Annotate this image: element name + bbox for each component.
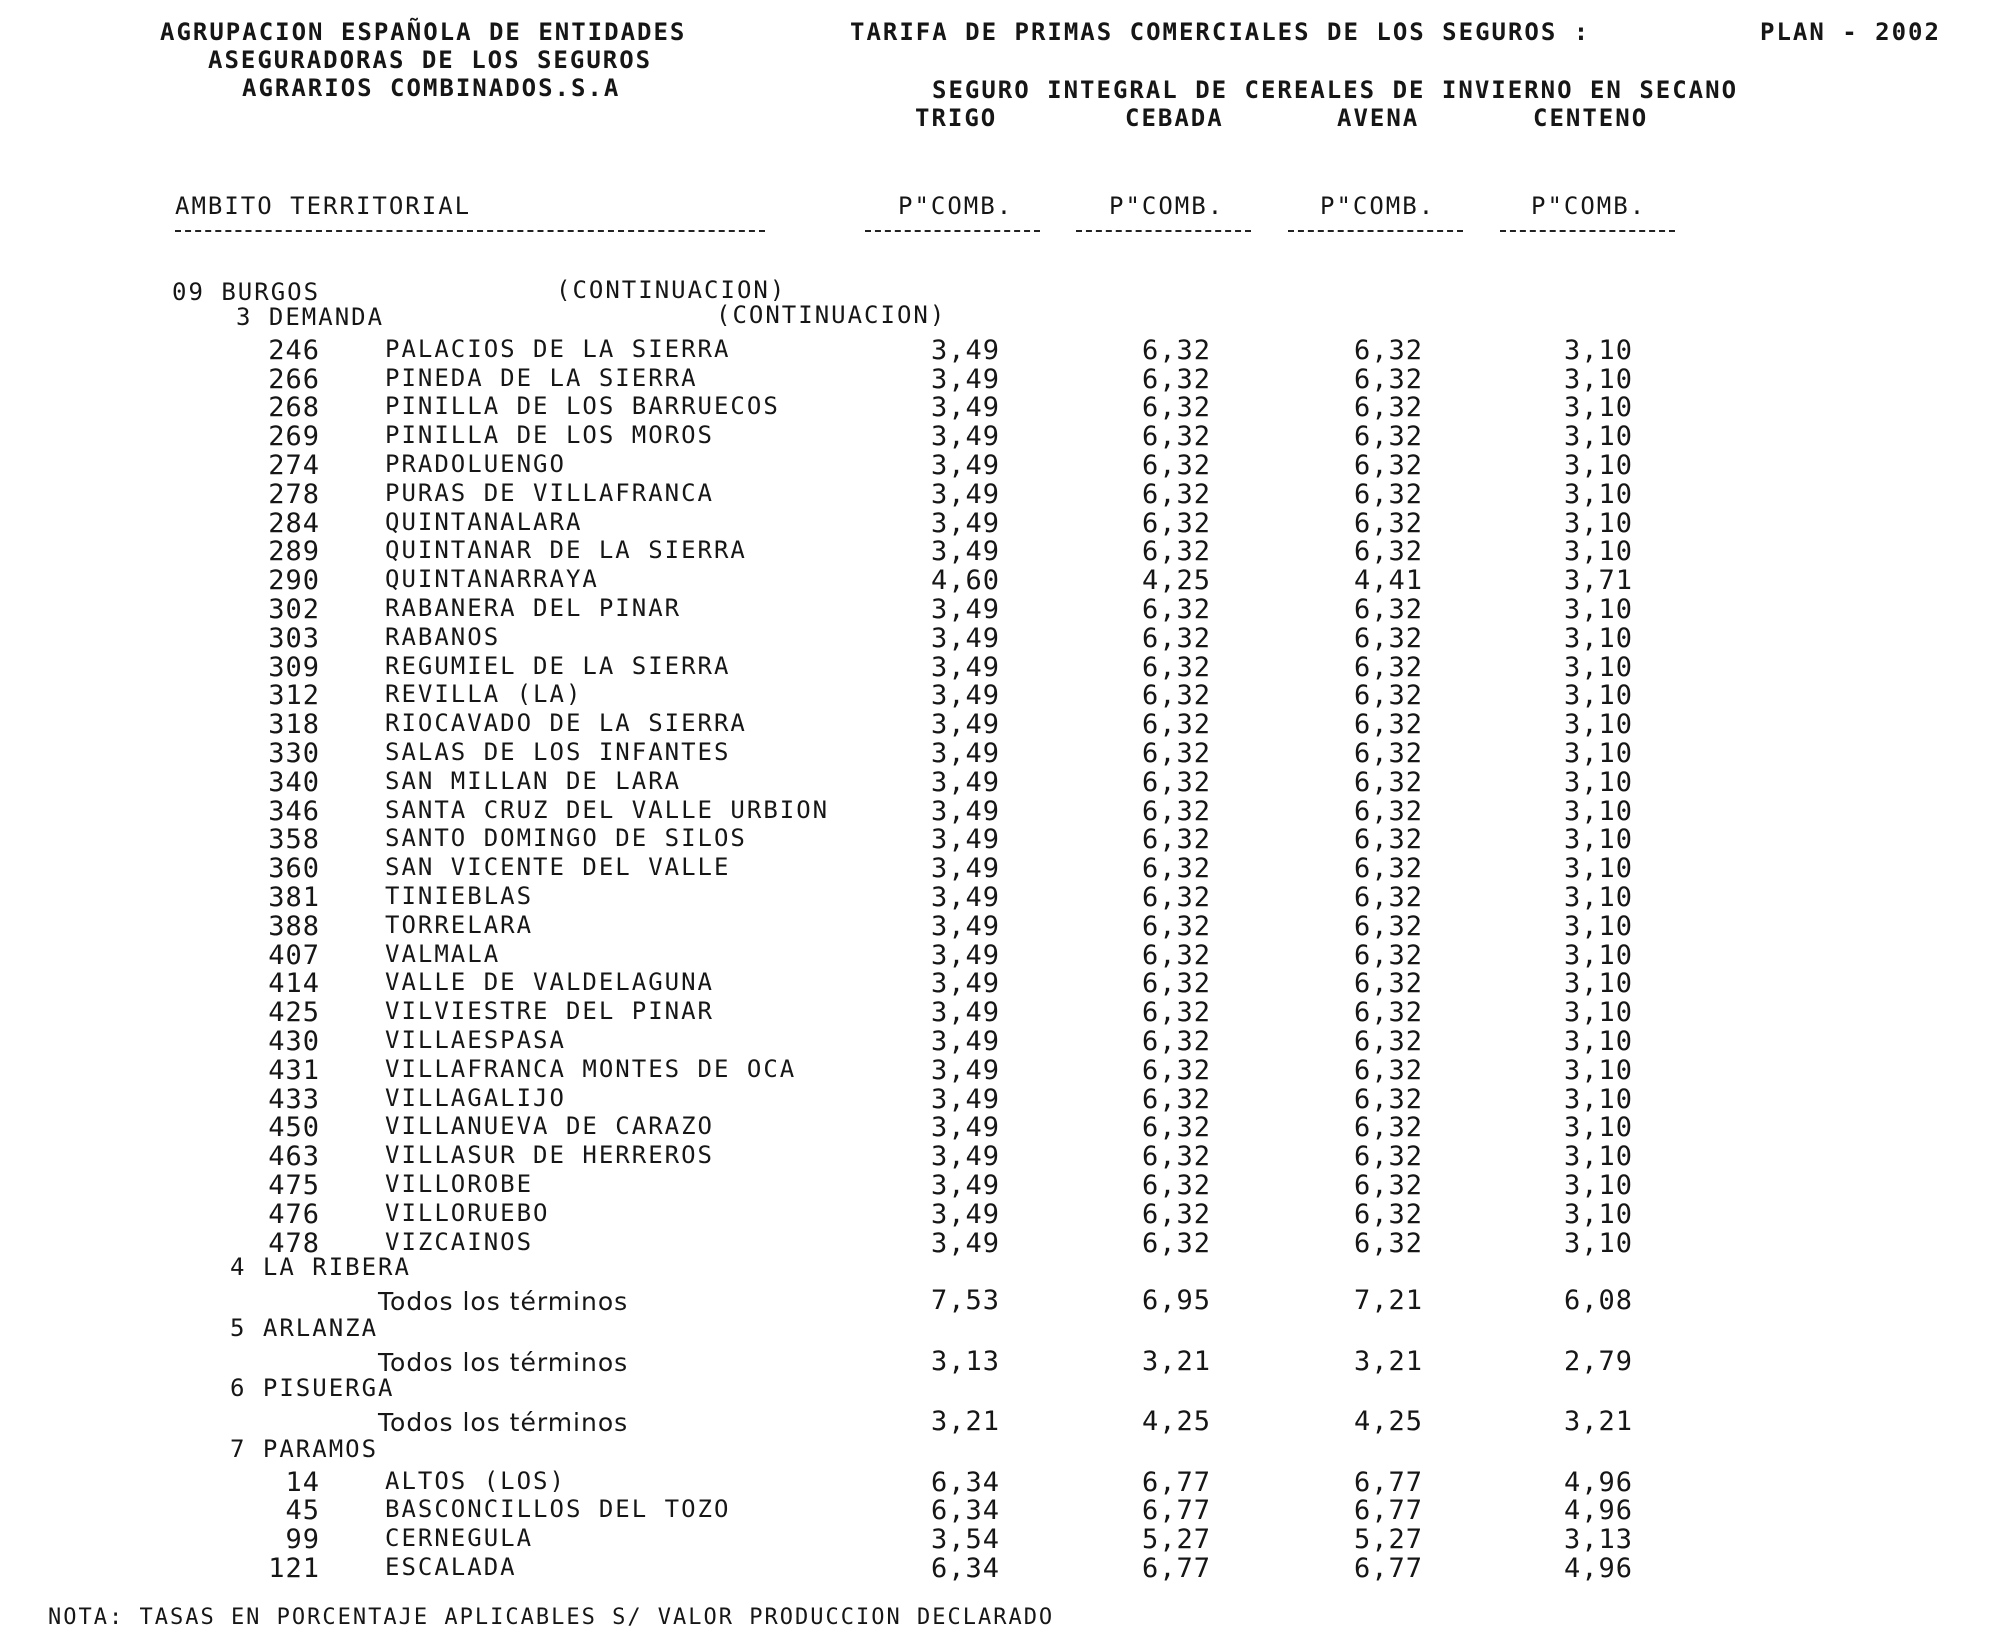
premium-value-cebada: 6,32 xyxy=(1141,1170,1211,1201)
premium-value-trigo: 3,49 xyxy=(930,824,1000,856)
insurance-title: SEGURO INTEGRAL DE CEREALES DE INVIERNO EN SECANO xyxy=(932,76,1739,104)
municipality-name: VILLANUEVA DE CARAZO xyxy=(385,1112,714,1141)
municipality-code: 330 xyxy=(268,738,320,769)
premium-value-cebada: 6,77 xyxy=(1141,1553,1211,1585)
premium-value-avena: 6,32 xyxy=(1353,968,1423,1000)
table-row xyxy=(0,709,2000,741)
premium-value-centeno: 3,10 xyxy=(1563,910,1633,942)
table-row xyxy=(0,853,2000,885)
premium-value-centeno: 3,10 xyxy=(1563,1026,1633,1057)
divider xyxy=(1500,230,1675,232)
premium-value-trigo: 3,49 xyxy=(930,421,1000,453)
premium-value-trigo: 3,49 xyxy=(930,1054,1000,1086)
premium-value-centeno: 3,10 xyxy=(1563,709,1633,741)
municipality-name: REVILLA (LA) xyxy=(385,680,583,709)
municipality-code: 430 xyxy=(268,1026,320,1057)
premium-value-cebada: 6,32 xyxy=(1141,392,1211,424)
ambito-territorial-header: AMBITO TERRITORIAL xyxy=(175,192,472,220)
municipality-name: CERNEGULA xyxy=(385,1524,534,1553)
crop-avena: AVENA xyxy=(1337,104,1420,132)
premium-value-trigo: 3,49 xyxy=(930,795,1000,827)
municipality-code: 433 xyxy=(268,1083,320,1115)
premium-value-avena: 6,32 xyxy=(1353,795,1423,827)
premium-value-avena: 6,77 xyxy=(1353,1466,1423,1498)
premium-value-avena: 6,32 xyxy=(1353,910,1423,942)
municipality-name: VILLAGALIJO xyxy=(385,1083,566,1112)
municipality-code: 478 xyxy=(268,1227,320,1259)
table-row xyxy=(0,1054,2000,1086)
premium-value-avena: 6,32 xyxy=(1353,997,1423,1029)
tariff-title: TARIFA DE PRIMAS COMERCIALES DE LOS SEGUROS : xyxy=(850,18,1591,46)
premium-value-cebada: 6,32 xyxy=(1141,421,1211,453)
premium-value-cebada: 6,32 xyxy=(1141,939,1211,971)
premium-value-cebada: 6,32 xyxy=(1141,450,1211,481)
premium-value-avena: 6,32 xyxy=(1353,680,1423,712)
premium-value-trigo: 3,49 xyxy=(930,334,1000,366)
premium-value-cebada: 6,32 xyxy=(1141,651,1211,683)
premium-value-trigo: 3,49 xyxy=(930,968,1000,1000)
municipality-code: 290 xyxy=(268,565,320,597)
municipality-name: SALAS DE LOS INFANTES xyxy=(385,738,731,766)
table-row xyxy=(0,795,2000,827)
premium-value-trigo: 6,34 xyxy=(930,1495,1000,1527)
premium-value-cebada: 4,25 xyxy=(1141,565,1211,597)
premium-value-trigo: 3,49 xyxy=(930,680,1000,712)
premium-value-centeno: 3,10 xyxy=(1563,882,1633,913)
premium-value-trigo: 6,34 xyxy=(930,1553,1000,1585)
premium-value-trigo: 3,49 xyxy=(930,594,1000,625)
all-terms-label: Todos los términos xyxy=(378,1287,629,1317)
municipality-name: VIZCAINOS xyxy=(385,1227,534,1256)
premium-value-centeno: 3,10 xyxy=(1563,507,1633,539)
premium-value-trigo: 3,49 xyxy=(930,766,1000,798)
premium-value-avena: 6,32 xyxy=(1353,594,1423,625)
province-continuation: (CONTINUACION) xyxy=(556,276,787,304)
org-name-line3: AGRARIOS COMBINADOS.S.A xyxy=(242,74,621,102)
municipality-name: VALMALA xyxy=(385,939,501,968)
premium-value-avena: 6,32 xyxy=(1353,1026,1423,1057)
table-row xyxy=(0,680,2000,712)
municipality-name: TORRELARA xyxy=(385,910,534,939)
premium-value-avena: 6,32 xyxy=(1353,363,1423,395)
premium-value-avena: 6,32 xyxy=(1353,478,1423,510)
premium-value-cebada: 6,32 xyxy=(1141,766,1211,798)
table-row xyxy=(0,651,2000,683)
premium-value-avena: 6,32 xyxy=(1353,1083,1423,1115)
table-row xyxy=(0,766,2000,798)
table-row xyxy=(0,594,2000,625)
municipality-code: 476 xyxy=(268,1198,320,1230)
premium-value-centeno: 3,10 xyxy=(1563,594,1633,625)
premium-value-cebada: 5,27 xyxy=(1141,1524,1211,1556)
premium-value-trigo: 3,49 xyxy=(930,507,1000,539)
premium-value-avena: 6,32 xyxy=(1353,421,1423,453)
premium-value-trigo: 3,13 xyxy=(930,1345,1000,1377)
municipality-code: 318 xyxy=(268,709,320,741)
municipality-code: 431 xyxy=(268,1054,320,1086)
premium-value-centeno: 3,10 xyxy=(1563,392,1633,424)
premium-value-cebada: 6,32 xyxy=(1141,910,1211,942)
premium-value-trigo: 7,53 xyxy=(930,1285,1000,1317)
premium-value-avena: 6,32 xyxy=(1353,450,1423,481)
divider xyxy=(1076,230,1251,232)
table-row xyxy=(0,1083,2000,1115)
premium-value-avena: 6,32 xyxy=(1353,709,1423,741)
municipality-code: 450 xyxy=(268,1112,320,1144)
municipality-code: 14 xyxy=(285,1466,320,1498)
municipality-name: SANTA CRUZ DEL VALLE URBION xyxy=(385,795,830,824)
premium-value-trigo: 3,49 xyxy=(930,910,1000,942)
municipality-code: 381 xyxy=(268,882,320,913)
premium-value-centeno: 3,10 xyxy=(1563,939,1633,971)
municipality-code: 269 xyxy=(268,421,320,453)
premium-value-centeno: 3,21 xyxy=(1563,1406,1633,1438)
municipality-code: 284 xyxy=(268,507,320,539)
premium-value-cebada: 6,77 xyxy=(1141,1495,1211,1527)
premium-value-avena: 4,41 xyxy=(1353,565,1423,597)
divider xyxy=(175,230,765,232)
table-row xyxy=(0,1524,2000,1556)
premium-value-cebada: 6,32 xyxy=(1141,997,1211,1029)
table-row xyxy=(0,1495,2000,1527)
all-terms-row xyxy=(0,1406,2000,1438)
municipality-code: 414 xyxy=(268,968,320,1000)
premium-value-centeno: 3,10 xyxy=(1563,968,1633,1000)
premium-value-cebada: 6,32 xyxy=(1141,334,1211,366)
premium-value-trigo: 3,49 xyxy=(930,651,1000,683)
crop-cebada: CEBADA xyxy=(1125,104,1224,132)
premium-value-cebada: 6,32 xyxy=(1141,709,1211,741)
municipality-code: 340 xyxy=(268,766,320,798)
premium-value-trigo: 3,49 xyxy=(930,450,1000,481)
municipality-code: 309 xyxy=(268,651,320,683)
divider xyxy=(865,230,1040,232)
table-row xyxy=(0,1227,2000,1259)
premium-value-centeno: 3,10 xyxy=(1563,824,1633,856)
municipality-name: PURAS DE VILLAFRANCA xyxy=(385,478,714,507)
table-row xyxy=(0,1026,2000,1057)
all-terms-row xyxy=(0,1345,2000,1377)
premium-value-trigo: 3,49 xyxy=(930,1026,1000,1057)
premium-value-cebada: 6,32 xyxy=(1141,622,1211,654)
premium-value-trigo: 3,49 xyxy=(930,1112,1000,1144)
premium-value-cebada: 6,32 xyxy=(1141,507,1211,539)
premium-value-centeno: 3,10 xyxy=(1563,363,1633,395)
table-row xyxy=(0,1141,2000,1173)
table-row xyxy=(0,450,2000,481)
premium-value-avena: 6,32 xyxy=(1353,1170,1423,1201)
premium-value-cebada: 6,32 xyxy=(1141,478,1211,510)
municipality-name: SAN VICENTE DEL VALLE xyxy=(385,853,731,882)
premium-value-centeno: 4,96 xyxy=(1563,1495,1633,1527)
divider xyxy=(1288,230,1463,232)
section-label: 3 DEMANDA xyxy=(236,303,385,331)
premium-value-trigo: 3,49 xyxy=(930,939,1000,971)
municipality-name: VILLASUR DE HERREROS xyxy=(385,1141,714,1170)
premium-value-centeno: 3,10 xyxy=(1563,536,1633,568)
premium-value-cebada: 6,32 xyxy=(1141,1054,1211,1086)
municipality-code: 289 xyxy=(268,536,320,568)
table-row xyxy=(0,738,2000,769)
premium-value-cebada: 6,32 xyxy=(1141,1026,1211,1057)
table-row xyxy=(0,478,2000,510)
premium-value-trigo: 3,49 xyxy=(930,738,1000,769)
premium-value-trigo: 3,49 xyxy=(930,853,1000,885)
table-row xyxy=(0,1112,2000,1144)
crop-centeno: CENTENO xyxy=(1533,104,1649,132)
premium-value-cebada: 6,32 xyxy=(1141,680,1211,712)
premium-value-avena: 6,32 xyxy=(1353,1054,1423,1086)
municipality-name: VILLORUEBO xyxy=(385,1198,550,1227)
premium-value-trigo: 3,49 xyxy=(930,997,1000,1029)
premium-value-centeno: 3,10 xyxy=(1563,795,1633,827)
premium-value-cebada: 6,32 xyxy=(1141,363,1211,395)
premium-value-avena: 6,32 xyxy=(1353,1112,1423,1144)
municipality-code: 266 xyxy=(268,363,320,395)
premium-value-cebada: 6,32 xyxy=(1141,968,1211,1000)
all-terms-label: Todos los términos xyxy=(378,1408,629,1438)
municipality-name: VALLE DE VALDELAGUNA xyxy=(385,968,714,997)
section-continuation: (CONTINUACION) xyxy=(716,301,947,329)
premium-value-centeno: 3,10 xyxy=(1563,1170,1633,1201)
premium-value-centeno: 3,10 xyxy=(1563,421,1633,453)
premium-value-avena: 6,32 xyxy=(1353,766,1423,798)
table-row xyxy=(0,1466,2000,1498)
premium-value-trigo: 3,49 xyxy=(930,392,1000,424)
table-row xyxy=(0,392,2000,424)
municipality-code: 268 xyxy=(268,392,320,424)
premium-value-avena: 6,32 xyxy=(1353,853,1423,885)
municipality-code: 312 xyxy=(268,680,320,712)
municipality-name: PINEDA DE LA SIERRA xyxy=(385,363,698,392)
premium-value-avena: 5,27 xyxy=(1353,1524,1423,1556)
premium-value-centeno: 3,10 xyxy=(1563,766,1633,798)
premium-value-trigo: 3,49 xyxy=(930,478,1000,510)
table-row xyxy=(0,824,2000,856)
municipality-code: 274 xyxy=(268,450,320,481)
municipality-name: QUINTANARRAYA xyxy=(385,565,599,594)
premium-value-trigo: 3,49 xyxy=(930,1198,1000,1230)
premium-value-centeno: 3,71 xyxy=(1563,565,1633,597)
premium-value-avena: 6,32 xyxy=(1353,334,1423,366)
premium-value-avena: 6,32 xyxy=(1353,1141,1423,1173)
pcomb-header-centeno: P"COMB. xyxy=(1531,192,1647,220)
municipality-name: VILVIESTRE DEL PINAR xyxy=(385,997,714,1026)
premium-value-avena: 3,21 xyxy=(1353,1345,1423,1377)
premium-value-centeno: 4,96 xyxy=(1563,1466,1633,1498)
premium-value-avena: 6,32 xyxy=(1353,824,1423,856)
municipality-code: 346 xyxy=(268,795,320,827)
municipality-name: PINILLA DE LOS BARRUECOS xyxy=(385,392,780,421)
premium-value-cebada: 6,32 xyxy=(1141,1198,1211,1230)
org-name-line1: AGRUPACION ESPAÑOLA DE ENTIDADES xyxy=(160,18,687,46)
all-terms-row xyxy=(0,1285,2000,1317)
section-label: 6 PISUERGA xyxy=(230,1374,395,1403)
premium-value-cebada: 6,77 xyxy=(1141,1466,1211,1498)
pcomb-header-trigo: P"COMB. xyxy=(898,192,1014,220)
municipality-name: VILLOROBE xyxy=(385,1170,534,1198)
municipality-name: QUINTANALARA xyxy=(385,507,583,536)
premium-value-avena: 6,32 xyxy=(1353,622,1423,654)
premium-value-centeno: 3,10 xyxy=(1563,622,1633,654)
table-row xyxy=(0,997,2000,1029)
table-row xyxy=(0,507,2000,539)
premium-value-centeno: 3,10 xyxy=(1563,680,1633,712)
premium-value-centeno: 2,79 xyxy=(1563,1345,1633,1377)
premium-value-trigo: 4,60 xyxy=(930,565,1000,597)
municipality-name: TINIEBLAS xyxy=(385,882,534,910)
premium-value-avena: 6,32 xyxy=(1353,738,1423,769)
premium-value-trigo: 3,49 xyxy=(930,882,1000,913)
premium-value-centeno: 3,10 xyxy=(1563,1054,1633,1086)
premium-value-avena: 4,25 xyxy=(1353,1406,1423,1438)
premium-value-avena: 6,77 xyxy=(1353,1495,1423,1527)
premium-value-cebada: 6,95 xyxy=(1141,1285,1211,1317)
premium-value-centeno: 3,10 xyxy=(1563,334,1633,366)
municipality-name: BASCONCILLOS DEL TOZO xyxy=(385,1495,731,1524)
premium-value-trigo: 3,49 xyxy=(930,1170,1000,1201)
municipality-name: RIOCAVADO DE LA SIERRA xyxy=(385,709,747,738)
premium-value-centeno: 6,08 xyxy=(1563,1285,1633,1317)
municipality-name: QUINTANAR DE LA SIERRA xyxy=(385,536,747,565)
municipality-name: VILLAFRANCA MONTES DE OCA xyxy=(385,1054,797,1083)
premium-value-cebada: 4,25 xyxy=(1141,1406,1211,1438)
premium-value-trigo: 3,49 xyxy=(930,536,1000,568)
premium-value-avena: 6,32 xyxy=(1353,939,1423,971)
premium-value-centeno: 3,10 xyxy=(1563,651,1633,683)
premium-value-cebada: 6,32 xyxy=(1141,536,1211,568)
municipality-name: REGUMIEL DE LA SIERRA xyxy=(385,651,731,680)
municipality-code: 302 xyxy=(268,594,320,625)
premium-value-centeno: 3,10 xyxy=(1563,738,1633,769)
table-row xyxy=(0,363,2000,395)
municipality-code: 121 xyxy=(268,1553,320,1585)
premium-value-avena: 6,32 xyxy=(1353,651,1423,683)
premium-value-trigo: 3,49 xyxy=(930,1227,1000,1259)
municipality-code: 407 xyxy=(268,939,320,971)
premium-value-cebada: 6,32 xyxy=(1141,795,1211,827)
premium-value-centeno: 3,10 xyxy=(1563,450,1633,481)
table-row xyxy=(0,421,2000,453)
table-row xyxy=(0,882,2000,913)
premium-value-trigo: 3,54 xyxy=(930,1524,1000,1556)
municipality-code: 303 xyxy=(268,622,320,654)
premium-value-avena: 6,32 xyxy=(1353,536,1423,568)
table-row xyxy=(0,622,2000,654)
municipality-name: SAN MILLAN DE LARA xyxy=(385,766,682,795)
premium-value-trigo: 3,49 xyxy=(930,709,1000,741)
municipality-code: 360 xyxy=(268,853,320,885)
municipality-code: 425 xyxy=(268,997,320,1029)
premium-value-cebada: 6,32 xyxy=(1141,853,1211,885)
premium-value-trigo: 3,49 xyxy=(930,1083,1000,1115)
premium-value-cebada: 3,21 xyxy=(1141,1345,1211,1377)
premium-value-cebada: 6,32 xyxy=(1141,738,1211,769)
premium-value-avena: 6,32 xyxy=(1353,507,1423,539)
table-row xyxy=(0,968,2000,1000)
municipality-name: PRADOLUENGO xyxy=(385,450,566,478)
pcomb-header-avena: P"COMB. xyxy=(1320,192,1436,220)
municipality-code: 99 xyxy=(285,1524,320,1556)
table-row xyxy=(0,1198,2000,1230)
municipality-code: 278 xyxy=(268,478,320,510)
municipality-name: ESCALADA xyxy=(385,1553,517,1582)
premium-value-centeno: 3,10 xyxy=(1563,1083,1633,1115)
premium-value-centeno: 4,96 xyxy=(1563,1553,1633,1585)
premium-value-centeno: 3,10 xyxy=(1563,478,1633,510)
premium-value-centeno: 3,10 xyxy=(1563,1112,1633,1144)
premium-value-avena: 7,21 xyxy=(1353,1285,1423,1317)
premium-value-cebada: 6,32 xyxy=(1141,1083,1211,1115)
municipality-name: SANTO DOMINGO DE SILOS xyxy=(385,824,747,853)
table-row xyxy=(0,334,2000,366)
municipality-name: PALACIOS DE LA SIERRA xyxy=(385,334,731,363)
premium-value-centeno: 3,10 xyxy=(1563,1198,1633,1230)
municipality-code: 388 xyxy=(268,910,320,942)
table-row xyxy=(0,565,2000,597)
premium-value-centeno: 3,10 xyxy=(1563,853,1633,885)
premium-value-cebada: 6,32 xyxy=(1141,824,1211,856)
municipality-code: 358 xyxy=(268,824,320,856)
premium-value-avena: 6,32 xyxy=(1353,1198,1423,1230)
premium-value-centeno: 3,10 xyxy=(1563,1227,1633,1259)
premium-value-trigo: 6,34 xyxy=(930,1466,1000,1498)
section-label: 4 LA RIBERA xyxy=(230,1253,411,1282)
municipality-name: PINILLA DE LOS MOROS xyxy=(385,421,714,450)
municipality-code: 246 xyxy=(268,334,320,366)
all-terms-label: Todos los términos xyxy=(378,1347,629,1377)
table-row xyxy=(0,939,2000,971)
premium-value-avena: 6,32 xyxy=(1353,1227,1423,1259)
table-row xyxy=(0,1170,2000,1201)
premium-value-centeno: 3,10 xyxy=(1563,1141,1633,1173)
premium-value-cebada: 6,32 xyxy=(1141,1141,1211,1173)
municipality-name: RABANOS xyxy=(385,622,501,651)
municipality-name: RABANERA DEL PINAR xyxy=(385,594,682,622)
table-row xyxy=(0,910,2000,942)
footer-note: NOTA: TASAS EN PORCENTAJE APLICABLES S/ VALOR PRODUCCION DECLARADO xyxy=(48,1605,1055,1630)
pcomb-header-cebada: P"COMB. xyxy=(1109,192,1225,220)
plan-label: PLAN - 2002 xyxy=(1760,18,1941,46)
municipality-name: ALTOS (LOS) xyxy=(385,1466,566,1495)
premium-value-cebada: 6,32 xyxy=(1141,882,1211,913)
premium-value-centeno: 3,10 xyxy=(1563,997,1633,1029)
crop-trigo: TRIGO xyxy=(915,104,998,132)
premium-value-cebada: 6,32 xyxy=(1141,1112,1211,1144)
premium-value-centeno: 3,13 xyxy=(1563,1524,1633,1556)
premium-value-trigo: 3,49 xyxy=(930,622,1000,654)
premium-value-cebada: 6,32 xyxy=(1141,1227,1211,1259)
province-label: 09 BURGOS xyxy=(172,278,321,306)
section-label: 5 ARLANZA xyxy=(230,1313,379,1342)
premium-value-trigo: 3,49 xyxy=(930,1141,1000,1173)
premium-value-trigo: 3,49 xyxy=(930,363,1000,395)
premium-value-avena: 6,77 xyxy=(1353,1553,1423,1585)
municipality-code: 463 xyxy=(268,1141,320,1173)
premium-value-trigo: 3,21 xyxy=(930,1406,1000,1438)
premium-value-avena: 6,32 xyxy=(1353,882,1423,913)
municipality-name: VILLAESPASA xyxy=(385,1026,566,1054)
table-row xyxy=(0,536,2000,568)
municipality-code: 475 xyxy=(268,1170,320,1201)
municipality-code: 45 xyxy=(285,1495,320,1527)
premium-value-avena: 6,32 xyxy=(1353,392,1423,424)
org-name-line2: ASEGURADORAS DE LOS SEGUROS xyxy=(208,46,653,74)
table-row xyxy=(0,1553,2000,1585)
section-label: 7 PARAMOS xyxy=(230,1434,379,1463)
premium-value-cebada: 6,32 xyxy=(1141,594,1211,625)
